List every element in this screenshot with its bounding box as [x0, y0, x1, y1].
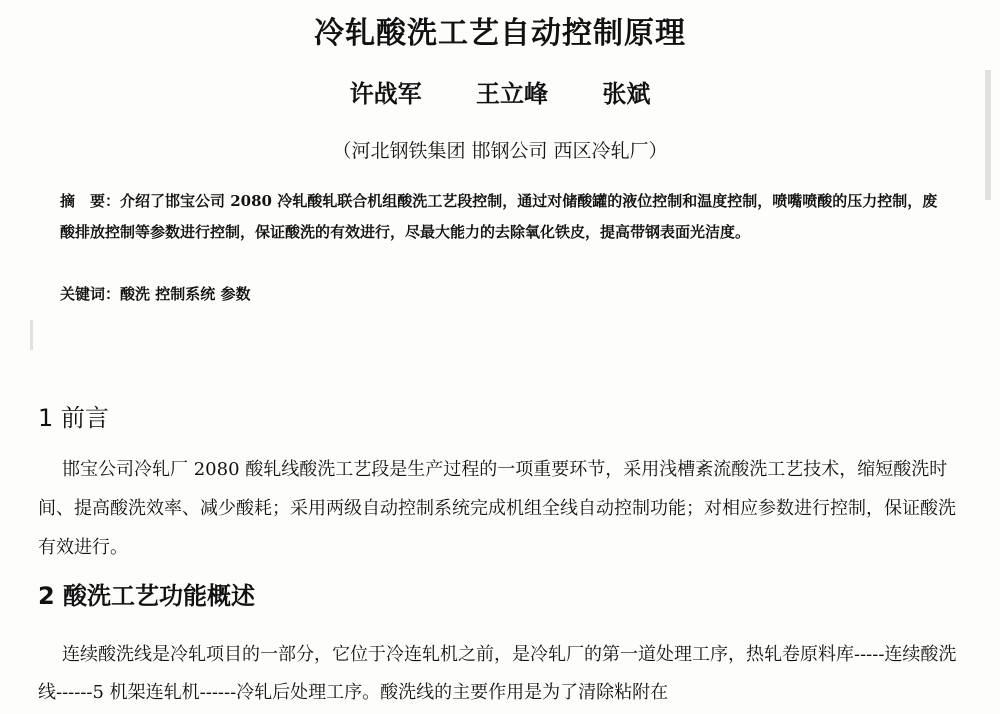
keywords: [60, 283, 940, 304]
paper-title: 冷轧酸洗工艺自动控制原理: [314, 16, 686, 51]
author-name: 王立峰: [476, 79, 548, 108]
scan-artifact: [985, 70, 991, 200]
author-list: [0, 74, 1000, 109]
affiliation: （河北钢铁集团 邯钢公司 西区冷轧厂）: [332, 140, 668, 162]
author-name: 张斌: [602, 79, 651, 108]
author-name: 许战军: [349, 79, 422, 108]
section-heading-1: 1 前言: [38, 404, 109, 432]
scan-artifact: [30, 320, 33, 350]
abstract-label: 摘 要：: [60, 192, 121, 210]
abstract-text: 介绍了邯宝公司 2080 冷轧酸轧联合机组酸洗工艺段控制，通过对储酸罐的液位控制和温度控制，喷嘴喷酸的压力控制，废酸排放控制等参数进行控制，保证酸洗的有效进行，尽最大能力的去除氧化铁皮，提高带钢表面光洁度。: [60, 192, 938, 241]
keywords-text: 酸洗 控制系统 参数: [120, 285, 251, 303]
abstract: [60, 186, 940, 248]
section-paragraph-1: 邯宝公司冷轧厂 2080 酸轧线酸洗工艺段是生产过程的一项重要环节，采用浅槽紊流酸洗工艺技术，缩短酸洗时间、提高酸洗效率、减少酸耗；采用两级自动控制系统完成机组全线自动控制功能；对相应参数进行控制，保证酸洗有效进行。: [38, 459, 956, 558]
section-heading-2: 2 酸洗工艺功能概述: [38, 582, 256, 610]
section-paragraph-2: 连续酸洗线是冷轧项目的一部分，它位于冷连轧机之前，是冷轧厂的第一道处理工序，热轧卷原料库-----连续酸洗线------5 机架连轧机------冷轧后处理工序。酸洗线的主要作用是为了清除粘附在: [38, 644, 957, 703]
keywords-label: 关键词：: [60, 285, 121, 303]
